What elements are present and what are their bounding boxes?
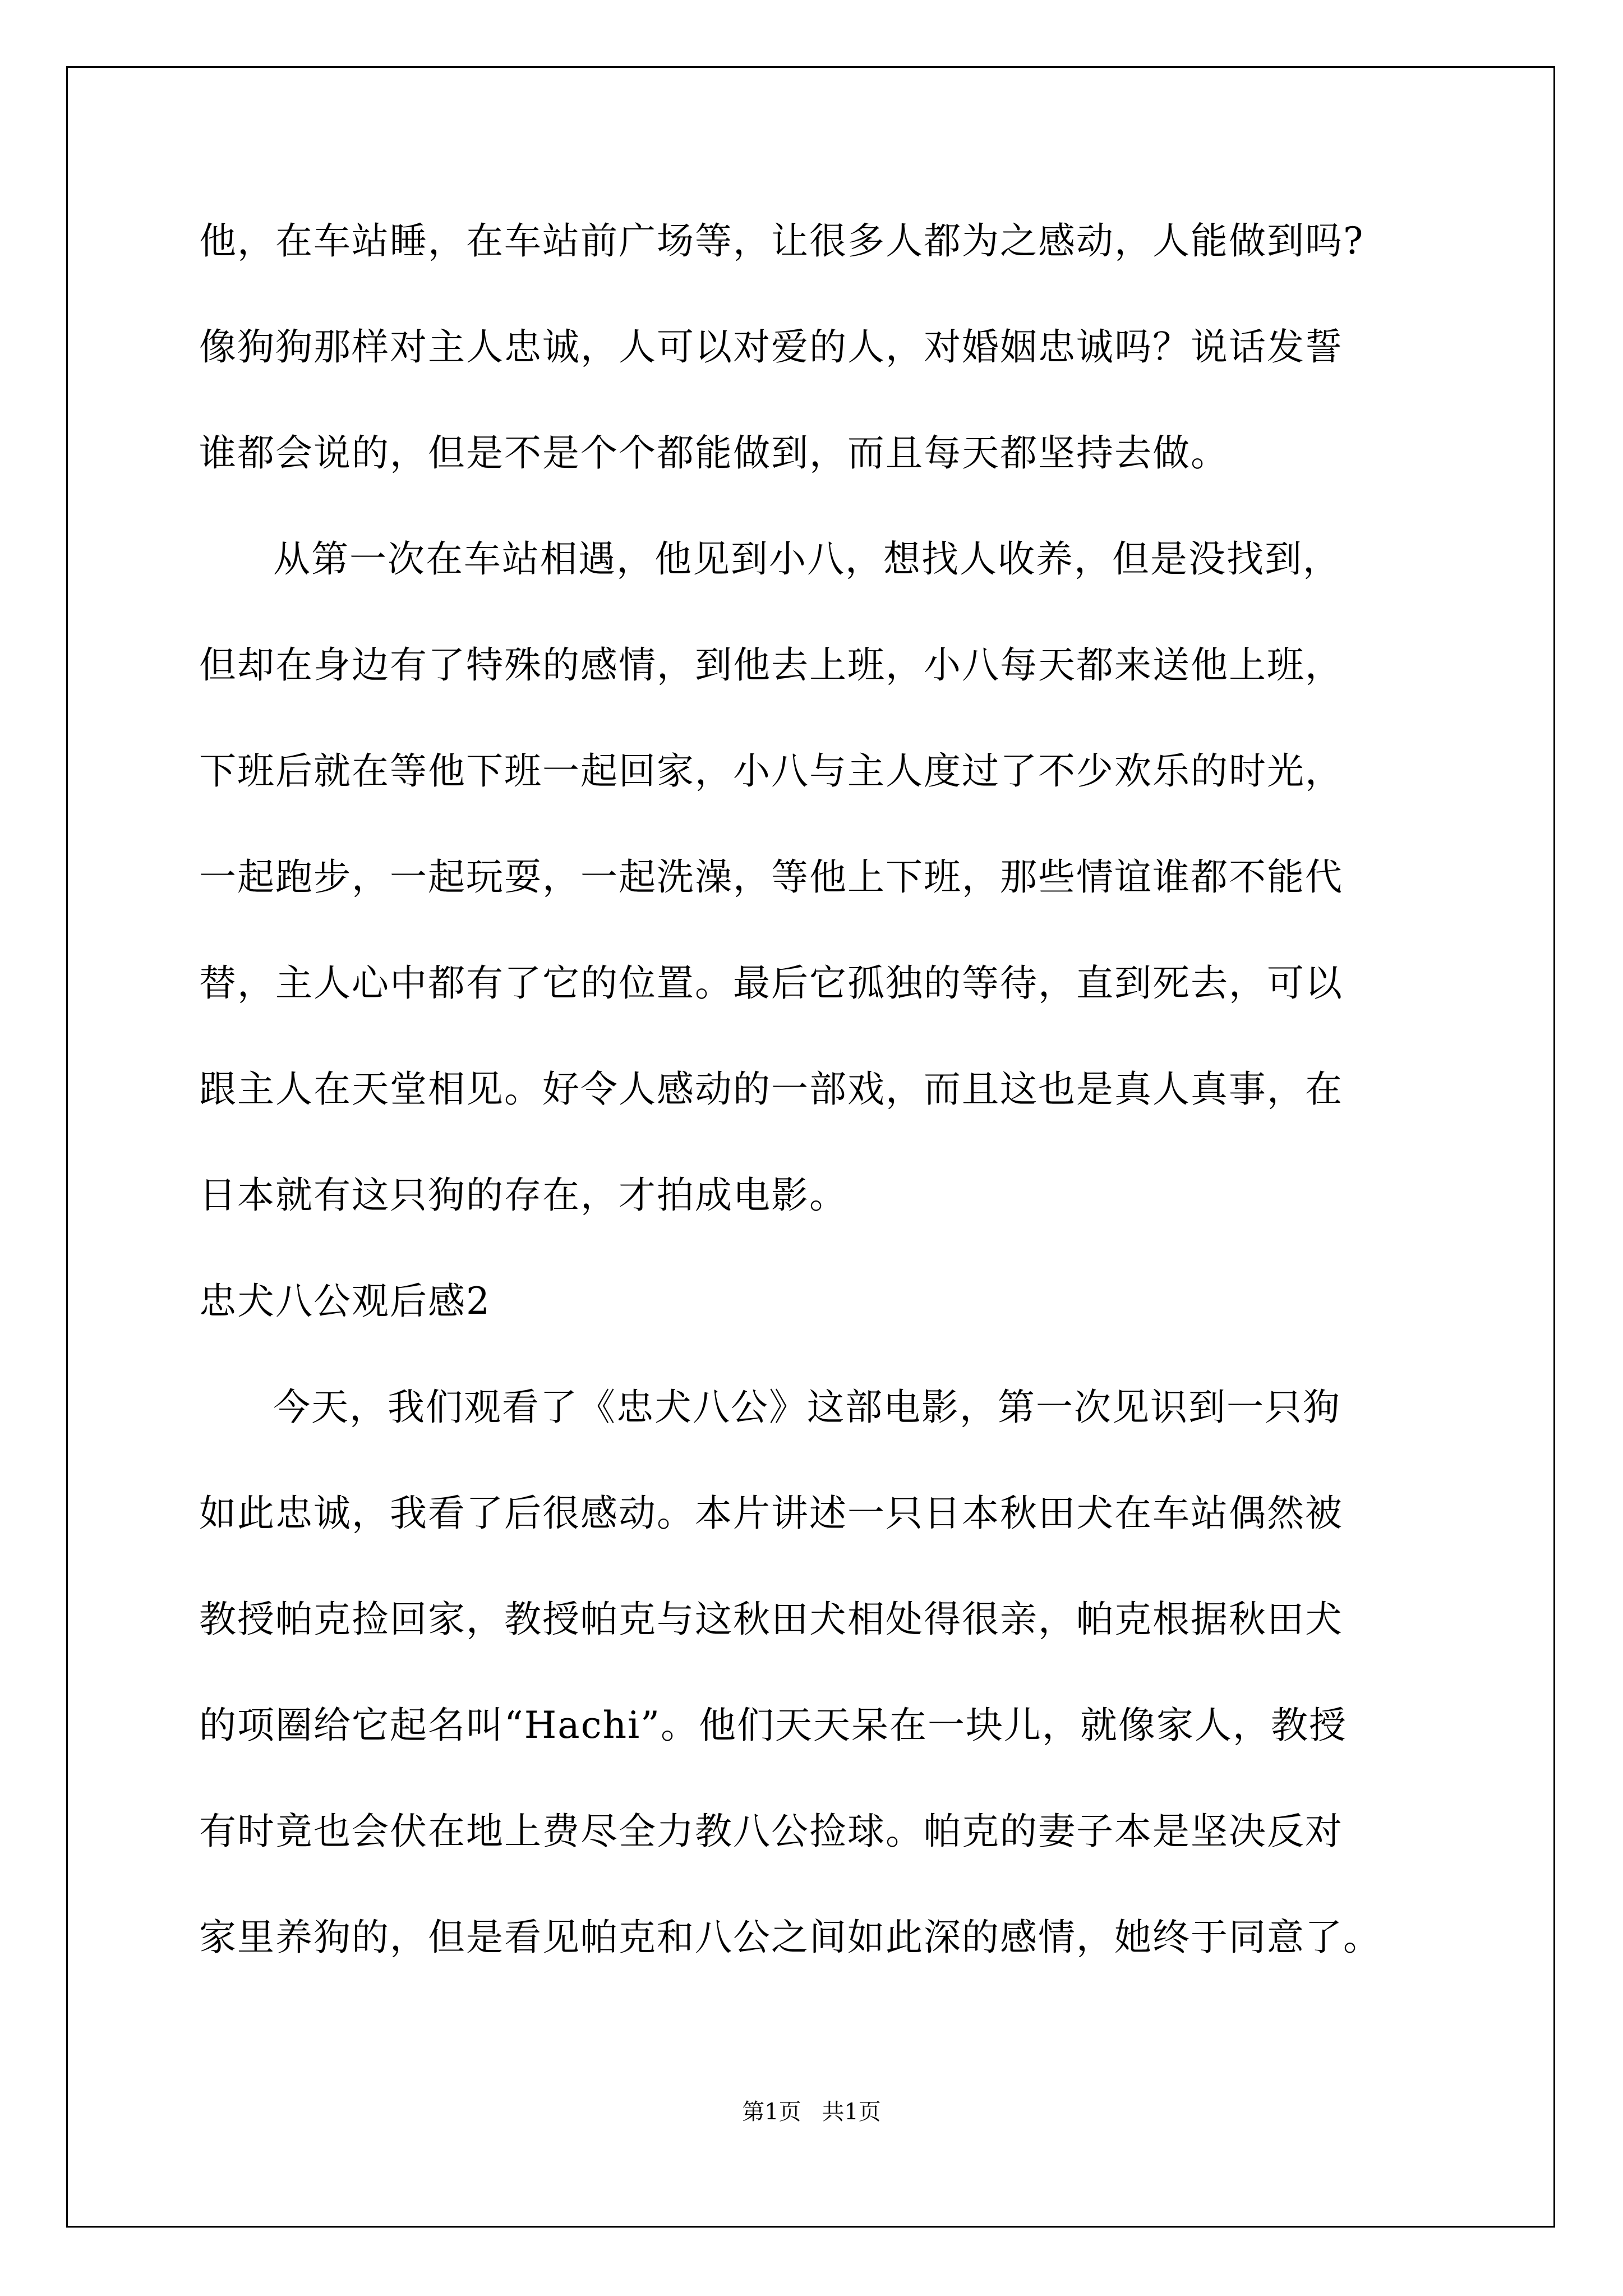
text-line: 如此忠诚，我看了后很感动。本片讲述一只日本秋田犬在车站偶然被 <box>199 1492 1343 1535</box>
page-total: 共1页 <box>822 2099 881 2125</box>
text-line: 谁都会说的，但是不是个个都能做到，而且每天都坚持去做。 <box>199 431 1229 475</box>
text-line: 一起跑步，一起玩耍，一起洗澡，等他上下班，那些情谊谁都不能代 <box>199 855 1343 899</box>
text-line: 跟主人在天堂相见。好令人感动的一部戏，而且这也是真人真事，在 <box>199 1068 1343 1111</box>
page-footer <box>0 2095 1623 2129</box>
text-line: 但却在身边有了特殊的感情，到他去上班，小八每天都来送他上班， <box>199 643 1343 687</box>
text-line: 家里养狗的，但是看见帕克和八公之间如此深的感情，她终于同意了。 <box>199 1916 1381 1959</box>
text-line: 的项圈给它起名叫“Hachi”。他们天天呆在一块儿，就像家人，教授 <box>199 1704 1347 1747</box>
text-line: 替，主人心中都有了它的位置。最后它孤独的等待，直到死去，可以 <box>199 961 1343 1005</box>
text-line: 教授帕克捡回家，教授帕克与这秋田犬相处得很亲，帕克根据秋田犬 <box>199 1598 1343 1641</box>
page-number: 第1页 <box>742 2099 801 2125</box>
text-line: 下班后就在等他下班一起回家，小八与主人度过了不少欢乐的时光， <box>199 749 1343 793</box>
text-line: 有时竟也会伏在地上费尽全力教八公捡球。帕克的妻子本是坚决反对 <box>199 1810 1343 1853</box>
section-heading: 忠犬八公观后感2 <box>199 1280 491 1323</box>
paragraph-first-line: 今天，我们观看了《忠犬八公》这部电影，第一次见识到一只狗 <box>273 1386 1341 1429</box>
text-line: 像狗狗那样对主人忠诚，人可以对爱的人，对婚姻忠诚吗？说话发誓 <box>199 325 1343 369</box>
paragraph-first-line: 从第一次在车站相遇，他见到小八，想找人收养，但是没找到， <box>273 537 1341 581</box>
text-line: 他，在车站睡，在车站前广场等，让很多人都为之感动，人能做到吗? <box>199 219 1364 263</box>
page-border <box>66 66 1555 2228</box>
text-line: 日本就有这只狗的存在，才拍成电影。 <box>199 1174 847 1217</box>
